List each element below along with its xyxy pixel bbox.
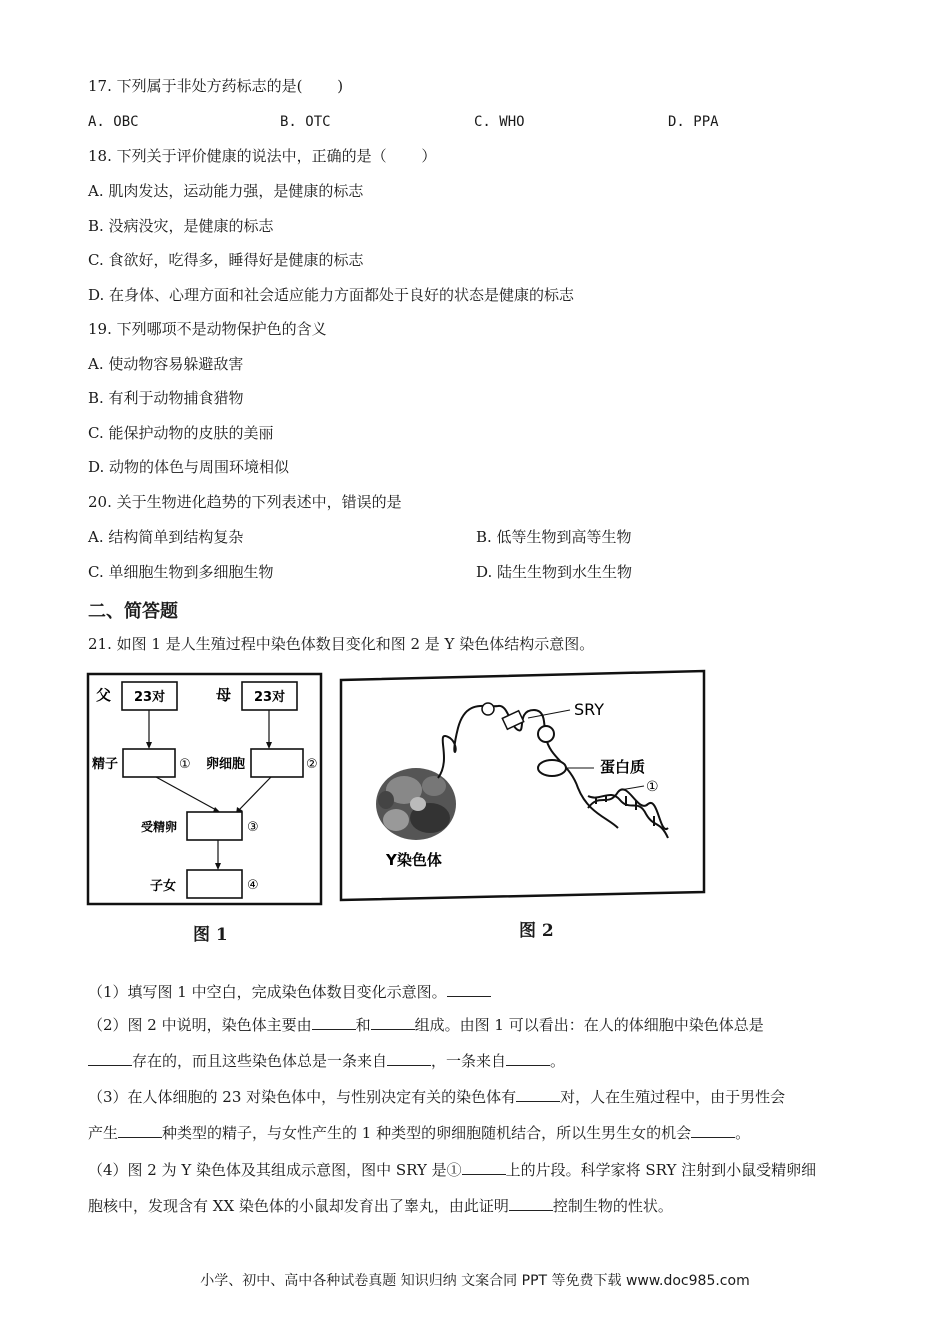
q21-p2-text-d: 存在的，而且这些染色体总是一条来自 (132, 1052, 388, 1070)
figure-1-caption: 图 1 (193, 925, 228, 945)
fig1-mother-label: 母 (216, 686, 232, 704)
q21-p3-text-e: 。 (735, 1124, 751, 1142)
q21-p4-text-a: （4）图 2 为 Y 染色体及其组成示意图，图中 SRY 是① (88, 1161, 462, 1179)
q20-option-c: C. 单细胞生物到多细胞生物 (88, 563, 274, 581)
answer-blank[interactable] (691, 1123, 735, 1138)
q21-p1-text: （1）填写图 1 中空白，完成染色体数目变化示意图。 (88, 983, 447, 1001)
q21-part-4-line-1 (88, 1160, 868, 1180)
fig1-egg-label: 卵细胞 (206, 757, 246, 772)
q17-option-c: C. WHO (474, 114, 525, 130)
fig1-child-label: 子女 (150, 879, 177, 894)
q21-part-3-line-1 (88, 1087, 868, 1107)
answer-blank[interactable] (88, 1051, 132, 1066)
q21-stem: 21. 如图 1 是人生殖过程中染色体数目变化和图 2 是 Y 染色体结构示意图。 (88, 635, 595, 653)
q20-stem: 20. 关于生物进化趋势的下列表述中，错误的是 (88, 493, 402, 511)
q20-option-b: B. 低等生物到高等生物 (476, 528, 632, 546)
y-chromosome-icon (376, 768, 456, 840)
q21-p4-text-b: 上的片段。科学家将 SRY 注射到小鼠受精卵细 (505, 1161, 817, 1179)
q21-p2-text-e: ，一条来自 (431, 1052, 507, 1070)
q21-p3-text-b: 对，人在生殖过程中，由于男性会 (560, 1088, 786, 1106)
fig2-marker-1: ① (646, 779, 659, 795)
answer-blank[interactable] (462, 1160, 506, 1175)
q18-stem: 18. 下列关于评价健康的说法中，正确的是（ ） (88, 147, 437, 165)
figure-2-diagram (338, 668, 708, 904)
q21-p2-text-c: 组成。由图 1 可以看出：在人的体细胞中染色体总是 (414, 1016, 764, 1034)
fig1-father-label: 父 (96, 686, 112, 704)
answer-blank[interactable] (509, 1196, 553, 1211)
answer-blank[interactable] (506, 1051, 550, 1066)
q21-p4-text-c: 胞核中，发现含有 XX 染色体的小鼠却发育出了睾丸，由此证明 (88, 1197, 509, 1215)
q21-p2-text-b: 和 (355, 1016, 371, 1034)
q19-option-c: C. 能保护动物的皮肤的美丽 (88, 424, 274, 442)
q19-option-a: A. 使动物容易躲避敌害 (88, 355, 244, 373)
q17-stem: 17. 下列属于非处方药标志的是( ) (88, 77, 344, 95)
q19-stem: 19. 下列哪项不是动物保护色的含义 (88, 320, 327, 338)
q17-option-b: B. OTC (280, 114, 331, 130)
fig1-father-box: 23对 (134, 690, 166, 705)
fig1-marker-2: ② (306, 757, 318, 772)
figure-2-caption: 图 2 (519, 921, 554, 941)
answer-blank[interactable] (312, 1015, 356, 1030)
q21-part-1 (88, 982, 868, 1002)
figure-1-diagram (86, 672, 324, 908)
q18-option-a: A. 肌肉发达，运动能力强，是健康的标志 (88, 182, 364, 200)
q18-option-b: B. 没病没灾，是健康的标志 (88, 217, 274, 235)
q17-option-a: A. OBC (88, 114, 139, 130)
fig1-marker-1: ① (179, 757, 191, 772)
q21-part-3-line-2 (88, 1123, 868, 1143)
q18-option-d: D. 在身体、心理方面和社会适应能力方面都处于良好的状态是健康的标志 (88, 286, 575, 304)
answer-blank[interactable] (118, 1123, 162, 1138)
q21-p3-text-a: （3）在人体细胞的 23 对染色体中，与性别决定有关的染色体有 (88, 1088, 517, 1106)
q18-option-c: C. 食欲好，吃得多，睡得好是健康的标志 (88, 251, 364, 269)
q21-part-2-line-1 (88, 1015, 868, 1035)
fig1-sperm-label: 精子 (92, 757, 119, 772)
q21-p3-text-c: 产生 (88, 1124, 119, 1142)
q21-part-4-line-2 (88, 1196, 868, 1216)
q21-p4-text-d: 控制生物的性状。 (552, 1197, 673, 1215)
q20-option-d: D. 陆生生物到水生生物 (476, 563, 633, 581)
fig2-protein-label: 蛋白质 (600, 758, 646, 776)
fig1-mother-box: 23对 (254, 690, 286, 705)
answer-blank[interactable] (516, 1087, 560, 1102)
answer-blank[interactable] (447, 982, 491, 997)
q19-option-b: B. 有利于动物捕食猎物 (88, 389, 244, 407)
q19-option-d: D. 动物的体色与周围环境相似 (88, 458, 290, 476)
q20-option-a: A. 结构简单到结构复杂 (88, 528, 244, 546)
q21-part-2-line-2 (88, 1051, 868, 1071)
fig1-marker-4: ④ (247, 878, 259, 893)
fig1-zygote-label: 受精卵 (141, 820, 178, 834)
fig2-ychrom-label: Y染色体 (386, 851, 442, 869)
fig2-sry-label: SRY (574, 700, 605, 719)
dna-helix-icon (588, 789, 668, 838)
q17-option-d: D. PPA (668, 114, 719, 130)
fig1-marker-3: ③ (247, 820, 259, 835)
page-footer: 小学、初中、高中各种试卷真题 知识归纳 文案合同 PPT 等免费下载 www.doc985.com (200, 1273, 750, 1289)
answer-blank[interactable] (371, 1015, 415, 1030)
answer-blank[interactable] (387, 1051, 431, 1066)
q21-p3-text-d: 种类型的精子，与女性产生的 1 种类型的卵细胞随机结合，所以生男生女的机会 (162, 1124, 692, 1142)
q21-p2-text-a: （2）图 2 中说明，染色体主要由 (88, 1016, 312, 1034)
q21-p2-text-f: 。 (550, 1052, 566, 1070)
section-title: 二、简答题 (88, 601, 178, 622)
